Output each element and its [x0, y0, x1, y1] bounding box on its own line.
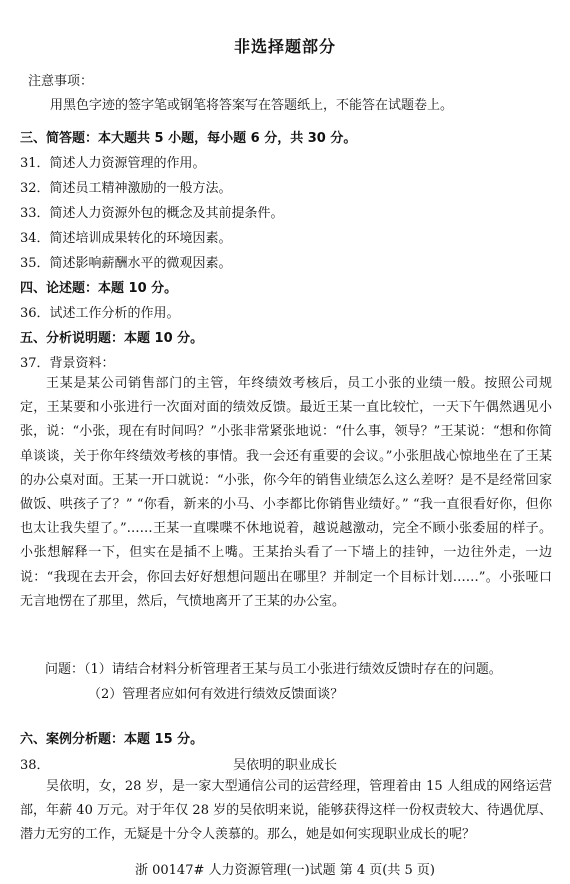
background-material: 王某是某公司销售部门的主管，年终绩效考核后，员工小张的业绩一般。按照公司规定，王某要和小张进行一次面对面的绩效反馈。最近王某一直比较忙，一天下午偶然遇见小张，说：“小张，现在有时间吗？”小张非常紧张地说：“什么事，领导？”王某说：“想和你简单谈谈，关于你年终绩效考核的事情。我一会还有重要的会议。”小张胆战心惊地坐在了王某的办公桌对面。王某一开口就说：“小张，你今年的销售业绩怎么这么差呀？是不是经常回家做饭、哄孩子了？” “你看，新来的小马、小李都比你销售业绩好。” “我一直很看好你，但你也太让我失望了。”……王某一直喋喋不休地说着，越说越激动，完全不顾小张委屈的样子。小张想解释一下，但实在是插不上嘴。王某抬头看了一下墙上的挂钟，一边往外走，一边说：“我现在去开会，你回去好好想想问题出在哪里？并制定一个目标计划……”。小张哑口无言地愣在了那里，然后，气愤地离开了王某的办公室。: [20, 376, 552, 609]
section-4-heading: 四、论述题：本题 10 分。: [20, 281, 178, 296]
question-34: 34．简述培训成果转化的环境因素。: [20, 231, 232, 246]
section-5-heading: 五、分析说明题：本题 10 分。: [20, 331, 204, 346]
question-31: 31．简述人力资源管理的作用。: [20, 156, 206, 171]
question-33: 33．简述人力资源外包的概念及其前提条件。: [20, 206, 284, 221]
section-3-heading: 三、简答题：本大题共 5 小题，每小题 6 分，共 30 分。: [20, 131, 357, 146]
notice-label: 注意事项：: [28, 74, 94, 89]
notice-text: 用黑色字迹的签字笔或钢笔将答案写在答题纸上，不能答在试题卷上。: [50, 98, 454, 113]
question-36: 36．试述工作分析的作用。: [20, 306, 180, 321]
page-title: 非选择题部分: [233, 37, 336, 56]
question-37: 37．背景资料：: [20, 356, 115, 371]
question-37-part-1: 问题：（1）请结合材料分析管理者王某与员工小张进行绩效反馈时存在的问题。: [45, 662, 502, 677]
page-footer: 浙 00147# 人力资源管理(一)试题 第 4 页(共 5 页): [134, 863, 435, 878]
question-38-number: 38．: [20, 758, 50, 773]
question-32: 32．简述员工精神激励的一般方法。: [20, 181, 232, 196]
case-material: 吴依明，女，28 岁，是一家大型通信公司的运营经理，管理着由 15 人组成的网络运营部，年薪 40 万元。对于年仅 28 岁的吴依明来说，能够获得这样一份权责较大、待遇优厚、潜力无穷的工作，无疑是十分令人羡慕的。那么，她是如何实现职业成长的呢？: [20, 779, 552, 843]
question-35: 35．简述影响薪酬水平的微观因素。: [20, 256, 232, 271]
case-title: 吴依明的职业成长: [232, 758, 337, 773]
question-37-part-2: （2）管理者应如何有效进行绩效反馈面谈？: [88, 687, 344, 702]
section-6-heading: 六、案例分析题：本题 15 分。: [20, 732, 204, 747]
